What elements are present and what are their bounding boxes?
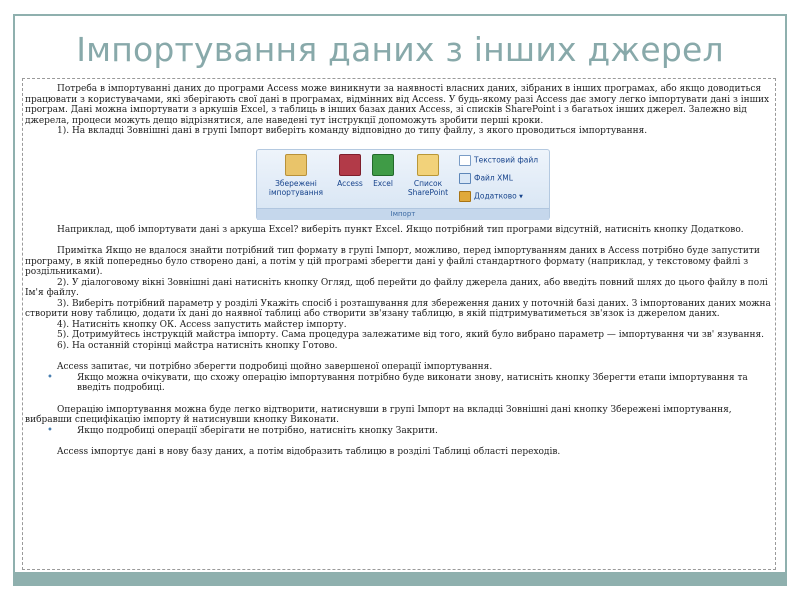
excel-button[interactable]: Excel (369, 154, 397, 188)
step-5: 5). Дотримуйтесь інструкцій майстра імпорту. Сама процедура залежатиме від того, який було вибрано параметр — імпортування чи зв' язування. (57, 330, 764, 340)
access-button[interactable]: Access (335, 154, 365, 188)
more-button[interactable]: Додатково ▾ (459, 191, 523, 202)
import-group-label: Імпорт (257, 208, 549, 220)
text-file-button[interactable]: Текстовий файл (459, 155, 538, 166)
save-question-paragraph: Access запитає, чи потрібно зберегти подробиці щойно завершеної операції імпортування. (57, 362, 493, 372)
example-paragraph: Наприклад, щоб імпортувати дані з аркуша Excel? виберіть пункт Excel. Якщо потрібний тип програми відсутній, натисніть кнопку Додатково. (57, 224, 744, 235)
more-icon (459, 191, 471, 202)
slide-bottom-bar (15, 572, 785, 586)
excel-icon (372, 154, 394, 176)
step-2: 2). У діалоговому вікні Зовнішні дані натисніть кнопку Огляд, щоб перейти до файлу джерела даних, або введіть повний шлях до цього файлу в полі Ім'я файлу. (25, 277, 768, 298)
sharepoint-list-button[interactable]: Список SharePoint (401, 154, 455, 197)
saved-imports-icon (285, 154, 307, 176)
spacer (25, 351, 773, 362)
sharepoint-icon (417, 154, 439, 176)
saved-imports-button[interactable]: Збережені імпортування (261, 154, 331, 197)
text-file-icon (459, 155, 471, 166)
xml-file-button[interactable]: Файл XML (459, 173, 513, 184)
spacer (25, 436, 773, 447)
body-text (25, 84, 773, 458)
xml-file-icon (459, 173, 471, 184)
import-ribbon-image (256, 149, 550, 220)
access-icon (339, 154, 361, 176)
replay-paragraph: Операцію імпортування можна буде легко відтворити, натиснувши в групі Імпорт на вкладці Зовнішні дані кнопку Збережені імпортування, вибравши специфікацію імпорту й натиснувши кнопку Виконати. (25, 404, 732, 425)
step-4: 4). Натисніть кнопку ОК. Access запустить майстер імпорту. (57, 319, 347, 330)
intro-paragraph: Потреба в імпортуванні даних до програми Access може виникнути за наявності власних даних, зібраних в інших програмах, або якщо доводиться працювати з користувачами, які зберігають свої дані в програмах, відмінних від Access. У будь-якому разі Access дає змогу легко імпортувати дані з інших програм. Дані можна імпортувати з аркушів Excel, з таблиць в інших базах даних Access, зі списків SharePoint і з багатьох інших джерел. Залежно від джерела, процеси можуть дещо відрізнятися, але наведені тут інструкції допоможуть зробити перші кроки. (25, 84, 770, 126)
spacer (25, 235, 773, 246)
note-paragraph: Примітка Якщо не вдалося знайти потрібний тип формату в групі Імпорт, можливо, перед імпортуванням даних в Access потрібно буде запустити програму, в якій попередньо було створено дані, а потім у цій програмі зберегти дані у файлі стандартного формату (наприклад, у текстовому файлі з роздільниками). (25, 246, 760, 277)
bullet-close: • Якщо подробиці операції зберігати не потрібно, натисніть кнопку Закрити. (25, 426, 773, 437)
spacer (25, 394, 773, 405)
step-3: 3). Виберіть потрібний параметр у розділі Укажіть спосіб і розташування для збереження даних у поточній базі даних. З імпортованих даних можна створити нову таблицю, додати їх дані до наявної таблиці або створити зв'язану таблицю, в якій підтримуватиметься зв'язок із джерелом даних. (25, 298, 771, 319)
bullet-save-steps: • Якщо можна очікувати, що схожу операцію імпортування потрібно буде виконати знову, натисніть кнопку Зберегти етапи імпортування та введіть подробиці. (25, 373, 773, 394)
slide-title: Імпортування даних з інших джерел (76, 30, 724, 69)
step-6: 6). На останній сторінці майстра натисніть кнопку Готово. (57, 340, 338, 351)
step-1: 1). На вкладці Зовнішні дані в групі Імпорт виберіть команду відповідно до типу файлу, з якого проводиться імпортування. (57, 126, 648, 136)
final-paragraph: Access імпортує дані в нову базу даних, а потім відобразить таблицю в розділі Таблиці області переходів. (57, 447, 561, 457)
